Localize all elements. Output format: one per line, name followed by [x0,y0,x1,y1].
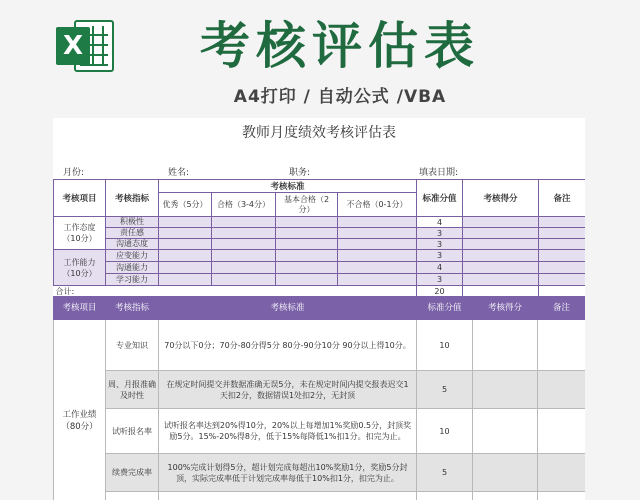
criteria-cell: 试听报名率达到20%得10分，20%以上每增加1%奖励0.5分，封顶奖励5分。15%-20%得8分，低于15%每降低1%扣1分。扣完为止。 [159,409,417,454]
score-std-cell: 10 [417,320,473,371]
indicator-cell: 学习能力 [106,274,159,286]
indicator-cell: 沟通态度 [106,239,159,250]
spreadsheet-preview [53,118,585,500]
sheet-title: 教师月度绩效考核评估表 [242,125,396,141]
header-project: 考核项目 [54,297,106,320]
score-std-cell: 3 [417,228,463,239]
level-pass: 合格（3-4分） [212,193,276,217]
header-standard: 考核标准 [159,297,417,320]
total-label: 合计: [54,286,417,298]
group-ability: 工作能力（10分） [54,250,106,286]
header-score: 考核得分 [463,180,539,217]
performance-table [53,296,585,500]
score-std-cell: 4 [417,217,463,228]
month-label: 月份: [63,168,85,178]
total-value: 20 [417,286,463,298]
score-std-cell: 3 [417,274,463,286]
position-label: 职务: [289,168,311,178]
group-performance: 工作业绩（80分） [54,320,106,500]
excel-icon: X [56,18,116,74]
header-score-std: 标准分值 [417,297,473,320]
header-project: 考核项目 [54,180,106,217]
header-score: 考核得分 [473,297,538,320]
indicator-cell: 沟通能力 [106,262,159,274]
level-excellent: 优秀（5分） [159,193,212,217]
criteria-cell: 100%完成计划得5分，超计划完成每超出10%奖励1分，奖励5分封顶，实际完成率低于计划完成率每低于10%扣1分，扣完为止。 [159,454,417,492]
name-label: 姓名: [168,168,190,178]
page-subtitle: A4打印 / 自动公式 /VBA [233,87,447,107]
attitude-ability-table [53,179,585,297]
indicator-cell: 专业知识 [106,320,159,371]
header-score-std: 标准分值 [417,180,463,217]
score-std-cell: 5 [417,371,473,409]
date-label: 填表日期: [419,168,459,178]
criteria-cell: 70分以下0分；70分-80分得5分 80分-90分10分 90分以上得10分。 [159,320,417,371]
indicator-cell: 续费完成率 [106,454,159,492]
score-std-cell: 10 [417,409,473,454]
indicator-cell: 应变能力 [106,250,159,262]
header-standard: 考核标准 [159,180,417,193]
score-std-cell [417,492,473,500]
header-indicator: 考核指标 [106,180,159,217]
indicator-cell: 周、月报准确及时性 [106,371,159,409]
header-note: 备注 [539,180,585,217]
score-std-cell: 3 [417,239,463,250]
level-basic: 基本合格（2分） [276,193,338,217]
level-fail: 不合格（0-1分） [338,193,417,217]
indicator-cell: 试听报名率 [106,409,159,454]
header-indicator: 考核指标 [106,297,159,320]
score-std-cell: 5 [417,454,473,492]
group-attitude: 工作态度（10分） [54,217,106,250]
score-std-cell: 4 [417,262,463,274]
score-std-cell: 3 [417,250,463,262]
page-title: 考核评估表 [200,17,480,75]
indicator-cell [106,492,159,500]
banner [0,0,640,116]
indicator-cell: 责任感 [106,228,159,239]
indicator-cell: 积极性 [106,217,159,228]
header-note: 备注 [538,297,586,320]
criteria-cell [159,492,417,500]
criteria-cell: 在规定时间提交并数据准确无误5分，未在规定时间内提交报表迟交1天扣2分，数据错误1处扣2分，无封顶 [159,371,417,409]
